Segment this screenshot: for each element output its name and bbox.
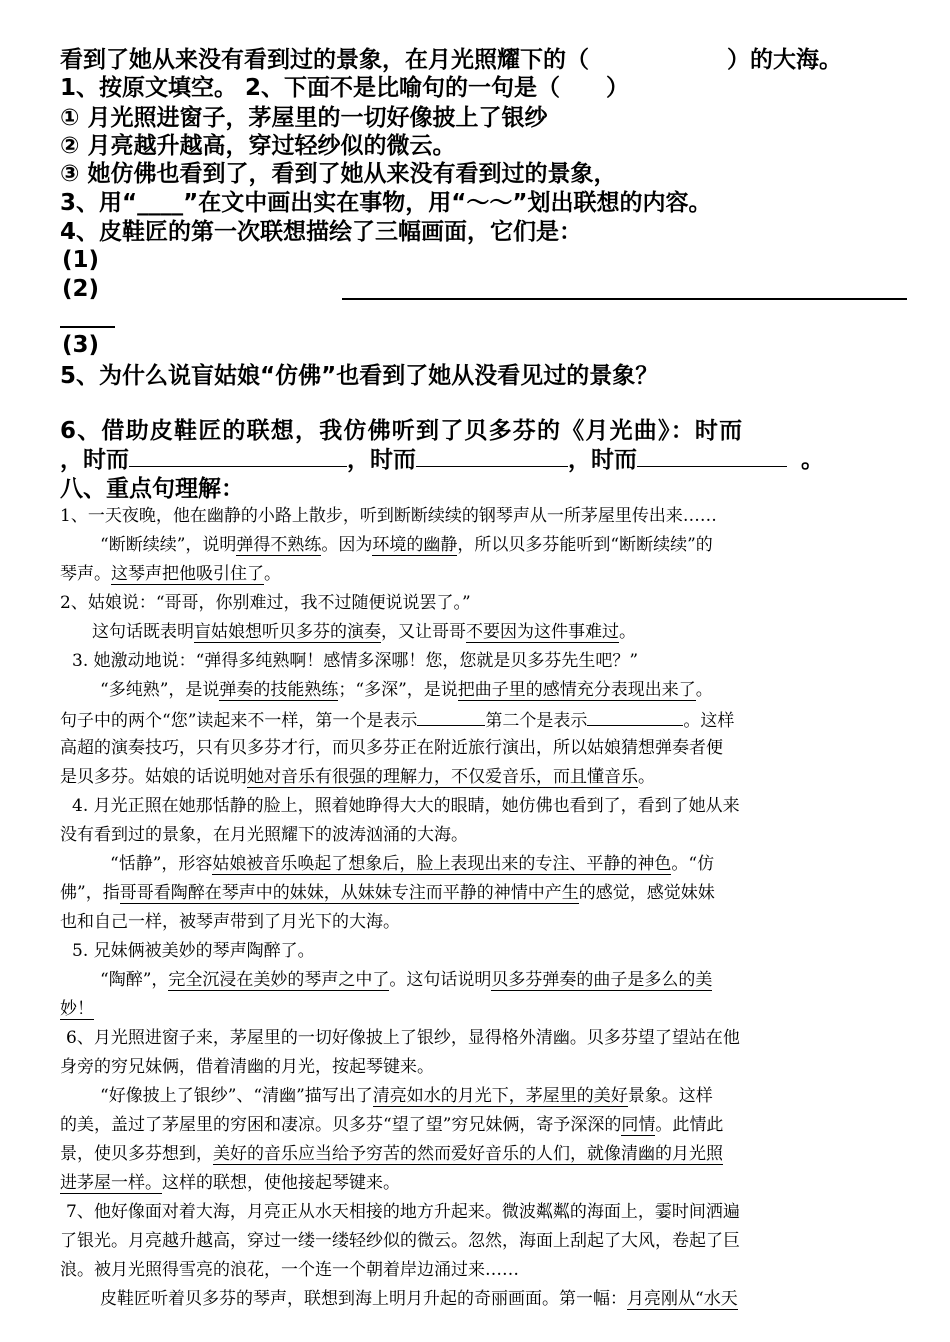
s1-analysis: “断断续续”，说明弹得不熟练。因为环境的幽静，所以贝多芬能听到“断断续续”的 bbox=[100, 535, 713, 555]
answer-item-1: (1) bbox=[62, 247, 100, 273]
question-1-2: 1、按原文填空。 2、下面不是比喻句的一句是（ ） bbox=[60, 75, 630, 101]
s7-quote-3: 浪。被月光照得雪亮的浪花，一个连一个朝着岸边涌过来…… bbox=[60, 1260, 519, 1280]
question-6: 6、借助皮鞋匠的联想，我仿佛听到了贝多芬的《月光曲》：时而 bbox=[60, 418, 744, 444]
answer-line-2-cont bbox=[60, 326, 115, 328]
answer-item-3: (3) bbox=[62, 332, 100, 358]
s7-quote-2: 了银光。月亮越升越高，穿过一缕一缕轻纱似的微云。忽然，海面上刮起了大风，卷起了巨 bbox=[60, 1231, 740, 1251]
s6-analysis-cont: 的美，盖过了茅屋里的穷困和凄凉。贝多芬“望了望”穷兄妹俩，寄予深深的同情。此情此 bbox=[60, 1115, 724, 1135]
q6-blank-3[interactable] bbox=[637, 448, 787, 467]
s6-analysis-cont-2: 景，使贝多芬想到，美好的音乐应当给予穷苦的然而爱好音乐的人们，就像清幽的月光照 bbox=[60, 1144, 723, 1164]
s3-blank-2[interactable] bbox=[587, 707, 683, 726]
s4-analysis-cont: 佛”，指哥哥看陶醉在琴声中的妹妹，从妹妹专注而平静的神情中产生的感觉，感觉妹妹 bbox=[60, 883, 715, 903]
answer-item-2: (2) bbox=[62, 276, 100, 302]
q6-blank-2[interactable] bbox=[416, 448, 568, 467]
q6-end: 。 bbox=[801, 447, 824, 473]
question-5: 5、为什么说盲姑娘“仿佛”也看到了她从没看见过的景象？ bbox=[60, 363, 659, 389]
question-3: 3、用“____”在文中画出实在事物，用“～～”划出联想的内容。 bbox=[60, 190, 712, 216]
intro-sentence: 看到了她从来没有看到过的景象，在月光照耀下的（ ）的大海。 bbox=[60, 47, 842, 73]
q6-sep-1: ，时而 bbox=[60, 447, 129, 473]
s6-quote-2: 身旁的穷兄妹俩，借着清幽的月光，按起琴键来。 bbox=[60, 1057, 434, 1077]
s3-analysis-blanks: 句子中的两个“您”读起来不一样，第一个是表示 第二个是表示 。这样 bbox=[60, 707, 734, 733]
s5-analysis-cont: 妙！ bbox=[60, 999, 94, 1019]
s6-analysis-end: 进茅屋一样。这样的联想，使他接起琴键来。 bbox=[60, 1173, 400, 1193]
s1-quote: 1、一天夜晚，他在幽静的小路上散步，听到断断续续的钢琴声从一所茅屋里传出来…… bbox=[60, 506, 717, 526]
s1-analysis-cont: 琴声。这琴声把他吸引住了。 bbox=[60, 564, 281, 584]
s4-analysis: “恬静”，形容姑娘被音乐唤起了想象后，脸上表现出来的专注、平静的神色。“仿 bbox=[110, 854, 715, 874]
s3-analysis: “多纯熟”，是说弹奏的技能熟练；“多深”，是说把曲子里的感情充分表现出来了。 bbox=[100, 680, 713, 700]
q6-blank-1[interactable] bbox=[129, 448, 347, 467]
section-8-title: 八、重点句理解： bbox=[60, 476, 244, 502]
s3-quote: 3. 她激动地说：“弹得多纯熟啊！感情多深哪！您，您就是贝多芬先生吧？” bbox=[72, 651, 639, 671]
s7-analysis: 皮鞋匠听着贝多芬的琴声，联想到海上明月升起的奇丽画面。第一幅：月亮刚从“水天 bbox=[100, 1289, 738, 1309]
question-4: 4、皮鞋匠的第一次联想描绘了三幅画面，它们是： bbox=[60, 219, 583, 245]
s2-analysis: 这句话既表明盲姑娘想听贝多芬的演奏，又让哥哥不要因为这件事难过。 bbox=[92, 622, 636, 642]
s4-analysis-end: 也和自己一样，被琴声带到了月光下的大海。 bbox=[60, 912, 400, 932]
s3-analysis-end: 是贝多芬。姑娘的话说明她对音乐有很强的理解力，不仅爱音乐，而且懂音乐。 bbox=[60, 767, 655, 787]
q6-sep-3: ，时而 bbox=[568, 447, 637, 473]
q6-sep-2: ，时而 bbox=[347, 447, 416, 473]
s6-quote-1: 6、月光照进窗子来，茅屋里的一切好像披上了银纱，显得格外清幽。贝多芬望了望站在他 bbox=[66, 1028, 740, 1048]
s7-quote-1: 7、他好像面对着大海，月亮正从水天相接的地方升起来。微波粼粼的海面上，霎时间洒遍 bbox=[66, 1202, 740, 1222]
option-2: ② 月亮越升越高，穿过轻纱似的微云。 bbox=[60, 133, 456, 159]
option-1: ① 月光照进窗子，茅屋里的一切好像披上了银纱 bbox=[60, 105, 548, 131]
answer-line-2 bbox=[342, 298, 907, 300]
s5-analysis: “陶醉”，完全沉浸在美妙的琴声之中了。这句话说明贝多芬弹奏的曲子是多么的美 bbox=[100, 970, 713, 990]
s4-quote-1: 4. 月光正照在她那恬静的脸上，照着她睁得大大的眼睛，她仿佛也看到了，看到了她从来 bbox=[72, 796, 740, 816]
s6-analysis: “好像披上了银纱”、“清幽”描写出了清亮如水的月光下，茅屋里的美好景象。这样 bbox=[100, 1086, 713, 1106]
option-3: ③ 她仿佛也看到了，看到了她从来没有看到过的景象， bbox=[60, 161, 617, 187]
s3-analysis-cont: 高超的演奏技巧，只有贝多芬才行，而贝多芬正在附近旅行演出，所以姑娘猜想弹奏者便 bbox=[60, 738, 723, 758]
s2-quote: 2、姑娘说：“哥哥，你别难过，我不过随便说说罢了。” bbox=[60, 593, 471, 613]
s3-blank-1[interactable] bbox=[417, 707, 485, 726]
s5-quote: 5. 兄妹俩被美妙的琴声陶醉了。 bbox=[72, 941, 315, 961]
question-6-blanks bbox=[60, 446, 824, 474]
s4-quote-2: 没有看到过的景象，在月光照耀下的波涛汹涌的大海。 bbox=[60, 825, 468, 845]
